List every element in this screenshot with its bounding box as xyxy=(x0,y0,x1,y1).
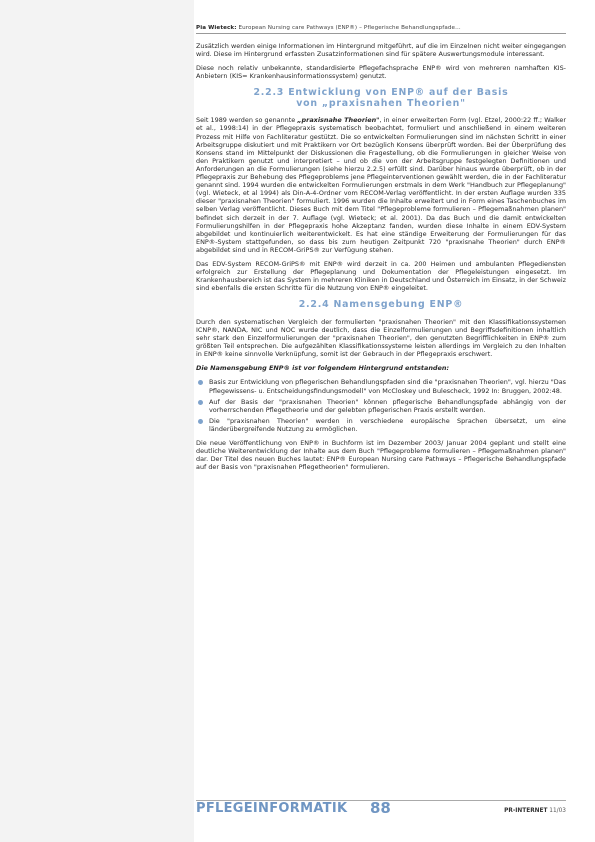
paragraph-3 xyxy=(196,116,566,254)
paragraph-3-start: Seit 1989 werden so genannte xyxy=(196,116,298,125)
paragraph-5: Durch den systematischen Vergleich der formulierten "praxisnahen Theorien" mit den Klassifikationssystemen ICNP®, NANDA, NIC und NOC wurde deutlich, dass die Einzelformulierungen und Begriffsdefinitionen inhaltlich sehr stark den Einzelformulierungen der "praxisnahen Theorien", den genutzten Begrifflichkeiten in ENP® zum größten Teil entsprechen. Die aufgezählten Klassifikationssysteme leisten allerdings im Vergleich zu den Inhalten in ENP® keine sinnvolle Verknüpfung, somit ist der Gebrauch in der Pflegepraxis erschwert. xyxy=(196,317,566,359)
running-head-title: European Nursing care Pathways (ENP®) – Pflegerische Behandlungspfade... xyxy=(238,25,461,31)
issue-number: 11/03 xyxy=(549,808,566,814)
section-heading-2-2-3-line2: von „praxisnahen Theorien" xyxy=(296,97,466,109)
page-number: 88 xyxy=(370,799,391,817)
header-rule xyxy=(196,33,566,34)
section-heading-2-2-3-line1: 2.2.3 Entwicklung von ENP® auf der Basis xyxy=(253,87,509,99)
list-item: Auf der Basis der "praxisnahen Theorien" können pflegerische Behandlungspfade abhängig von der vorherrschenden Pflegetheorie und der gelebten pflegerischen Praxis erstellt werden. xyxy=(196,398,566,414)
paragraph-4: Das EDV-System RECOM-GriPS® mit ENP® wird derzeit in ca. 200 Heimen und ambulanten Pflegediensten erfolgreich zur Erstellung der Pflegeplanung und Dokumentation der Pflegeleistungen eingesetzt. Im Krankenhausbereich ist das System in mehreren Kliniken in Deutschland und Österreich im Einsatz, in der Schweiz sind ebenfalls die ersten Schritte für die Nutzung von ENP® eingeleitet. xyxy=(196,259,566,293)
issue-source: PR-INTERNET xyxy=(504,808,548,814)
list-item: Basis zur Entwicklung von pflegerischen Behandlungspfaden sind die "praxisnahen Theorien", vgl. hierzu "Das Pflegewissens- u. Entscheidungsfindungsmodell" von McCloskey und Bulescheck, 1992 In: Bruggen, 2002:48. xyxy=(196,378,566,394)
bullet-list xyxy=(196,378,566,433)
left-margin-panel xyxy=(0,0,194,842)
article-body xyxy=(196,42,566,477)
footer-logo: PFLEGEINFORMATIK xyxy=(196,801,348,816)
lead-sentence: Die Namensgebung ENP® ist vor folgendem Hintergrund entstanden: xyxy=(196,364,450,373)
paragraph-2: Diese noch relativ unbekannte, standardisierte Pflegefachsprache ENP® wird von mehreren namhaften KIS-Anbietern (KIS= Krankenhausinformationssystem) genutzt. xyxy=(196,64,566,81)
section-heading-2-2-3 xyxy=(196,88,566,109)
paragraph-3-emphasis: „praxisnahe Theorien" xyxy=(297,116,380,125)
list-item: Die "praxisnahen Theorien" werden in verschiedene europäische Sprachen übersetzt, um eine länderübergreifende Nutzung zu ermöglichen. xyxy=(196,417,566,433)
issue-label xyxy=(504,808,566,814)
section-heading-2-2-4: 2.2.4 Namensgebung ENP® xyxy=(298,299,464,311)
running-head xyxy=(196,25,566,31)
paragraph-1: Zusätzlich werden einige Informationen im Hintergrund mitgeführt, auf die im Einzelnen nicht weiter eingegangen wird. Diese im Hintergrund erfassten Zusatzinformationen sind für spätere Auswertungsmodule interessant. xyxy=(196,42,566,59)
paragraph-6: Die neue Veröffentlichung von ENP® in Buchform ist im Dezember 2003/ Januar 2004 geplant und stellt eine deutliche Weiterentwicklung der Inhalte aus dem Buch "Pflegeprobleme formulieren – Pflegemaßnahmen planen" dar. Der Titel des neuen Buches lautet: ENP® European Nursing care Pathways – Pflegerische Behandlungspfade auf der Basis von "praxisnahen Pflegetheorien" formulieren. xyxy=(196,438,566,472)
paragraph-3-rest: , in einer erweiterten Form (vgl. Etzel, 2000:22 ff.; Walker et al., 1998:14) in der Pflegepraxis systematisch beobachtet, formuliert und anschließend in einem weiteren Prozess mit Hilfe von Fachliteratur gestützt. Die so entwickelten Formulierungen sind im nächsten Schritt in einer Arbeitsgruppe diskutiert und mit Praktikern vor Ort bezüglich Konsens überprüft worden. Bei der Überprüfung des Konsens stand im Mittelpunkt der Diskussionen die Fragestellung, ob die Formulierungen in gleicher Weise von den Praktikern genutzt und interpretiert – und ob die von der Arbeitsgruppe festgelegten Definitionen und Anforderungen an die Formulierungen (siehe hierzu 2.2.5) erfüllt sind. Darüber hinaus wurde überprüft, ob in der Pflegepraxis zur Behebung des Pflegeproblems jene Pflegeinterventionen gewählt werden, die in der Fachliteratur genannt sind. 1994 wurden die entwickelten Formulierungen erstmals in dem Werk "Handbuch zur Pflegeplanung" (vgl. Wieteck, et al 1994) als Din-A-4-Ordner vom RECOM-Verlag veröffentlicht. In der ersten Auflage wurden 335 dieser "praxisnahen Theorien" formuliert. 1996 wurden die Inhalte erweitert und in Form eines Taschenbuches im selben Verlag veröffentlicht. Dieses Buch mit dem Titel "Pflegeprobleme formulieren – Pflegemaßnahmen planen" befindet sich derzeit in der 7. Auflage (vgl. Wieteck; et al. 2001). Da das Buch und die damit entwickelten Formulierungshilfen in der Pflegepraxis hohe Akzeptanz fanden, wurden diese Inhalte in einem EDV-System abgebildet und kontinuierlich weiterentwickelt. Es hat eine ständige Erweiterung der Formulierungen für das ENP®-System stattgefunden, so dass bis zum heutigen Zeitpunkt 720 "praxisnahe Theorien" durch ENP® abgebildet sind und in RECOM-GriPS® zur Verfügung stehen. xyxy=(196,116,566,254)
running-head-author: Pia Wieteck: xyxy=(196,25,237,31)
